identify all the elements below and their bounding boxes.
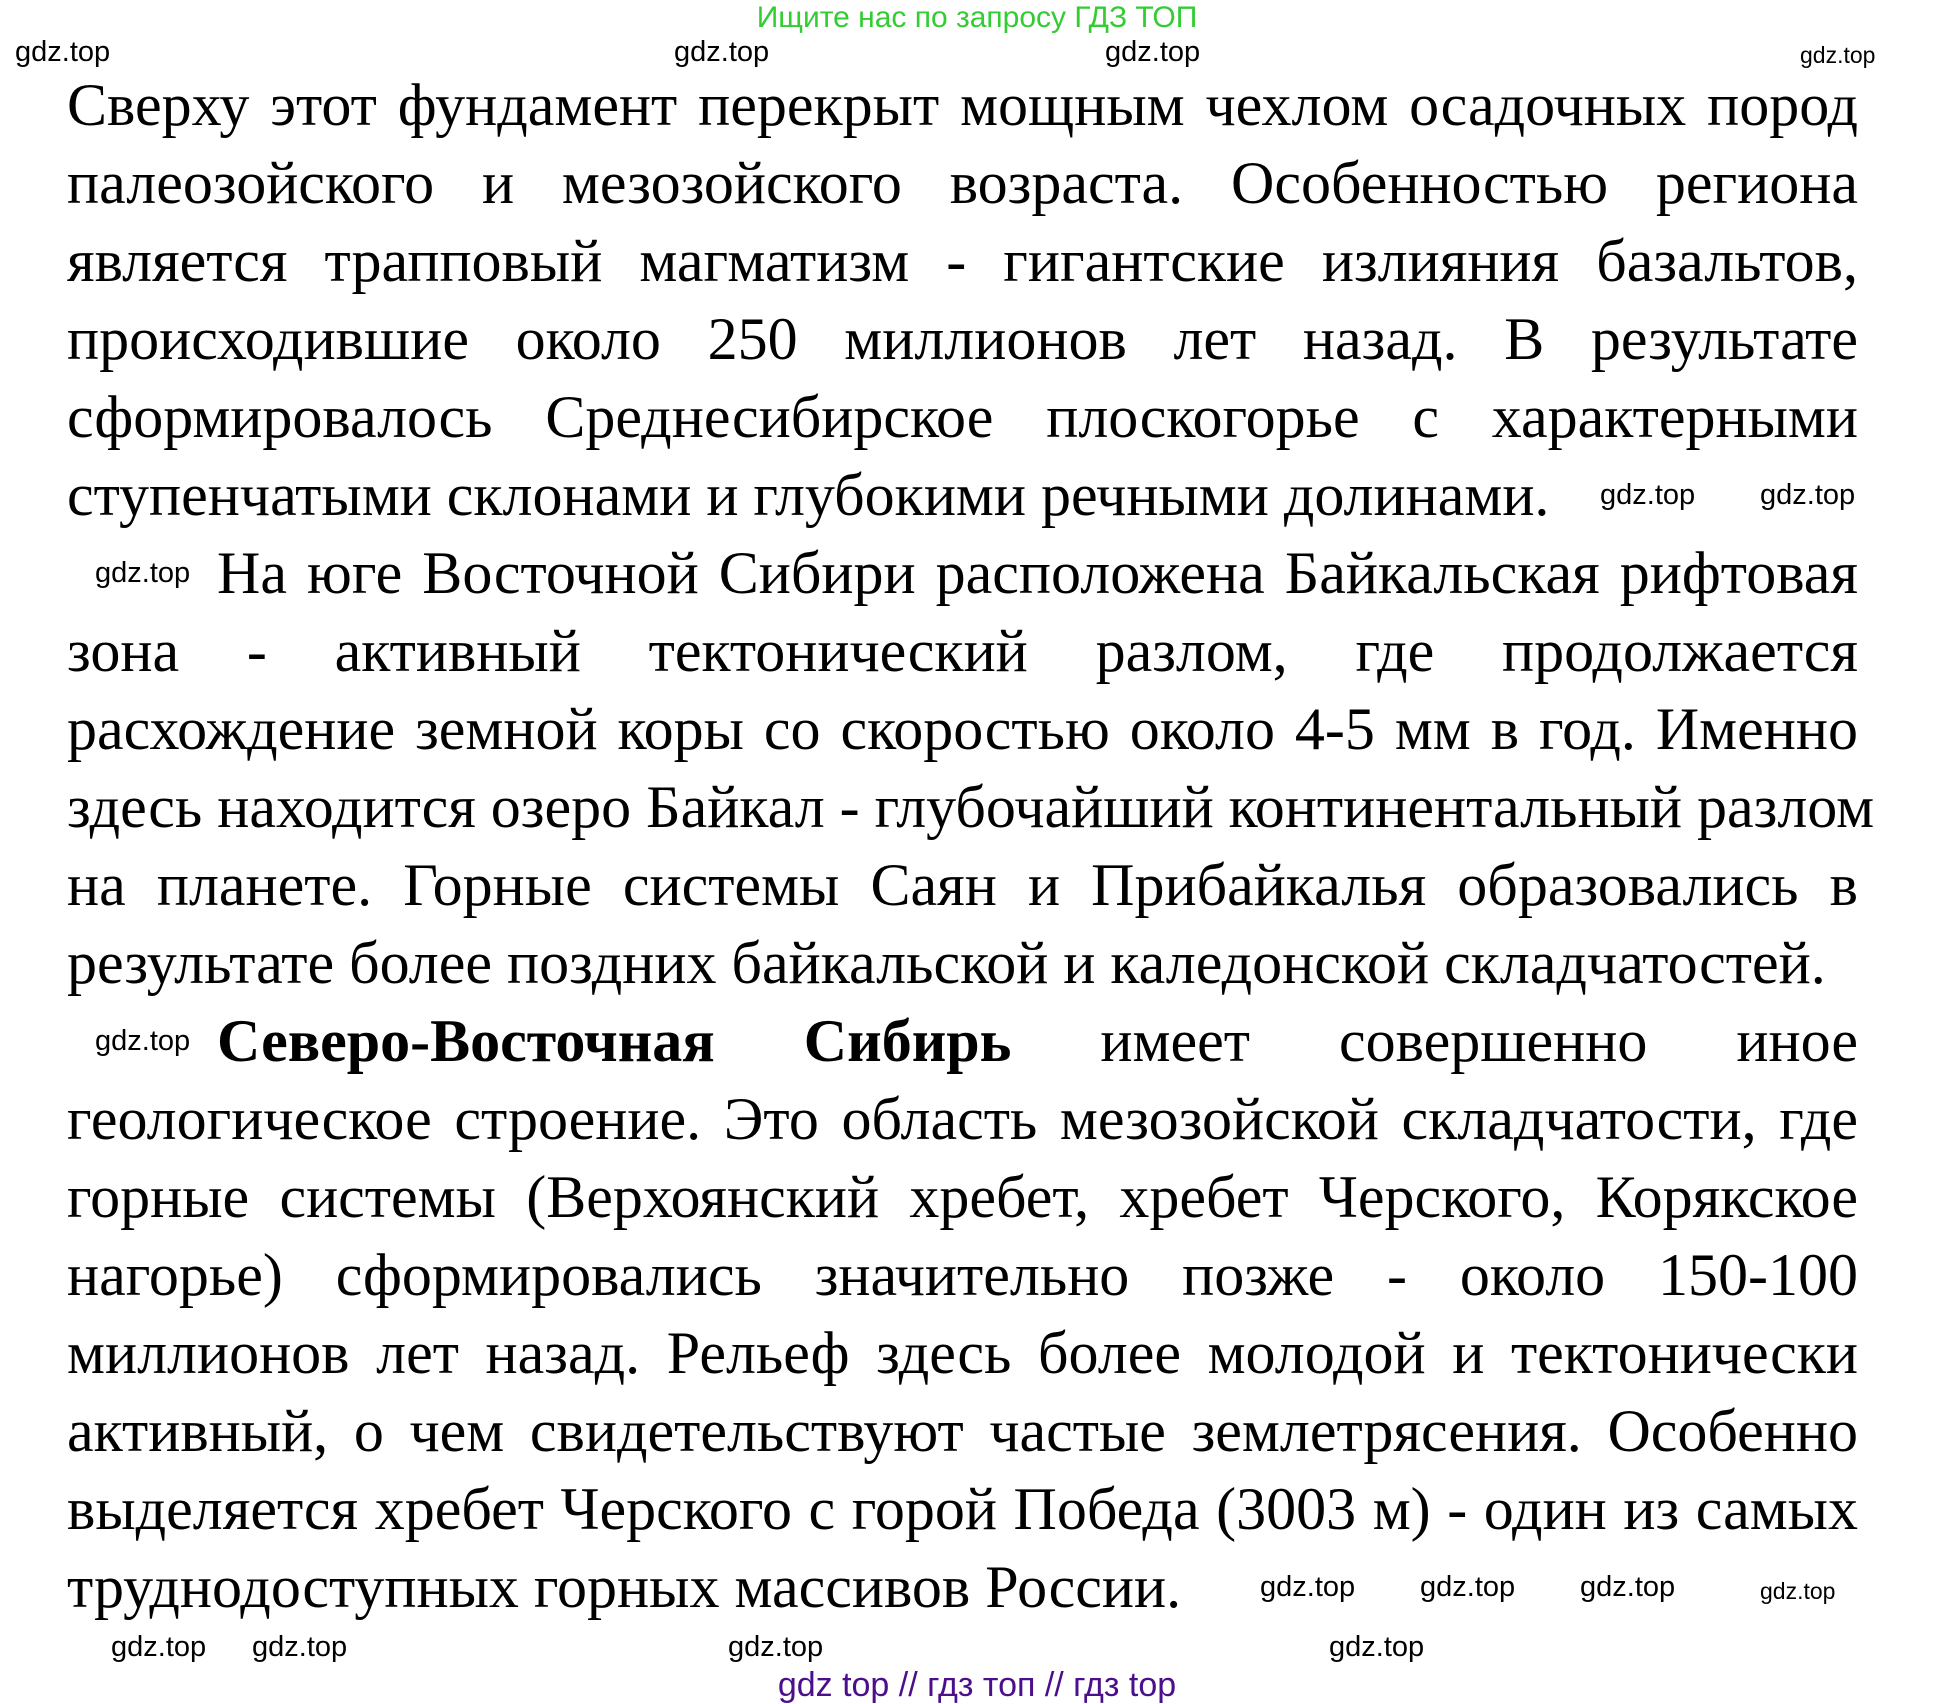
text-line [67, 144, 1858, 222]
line-text: результате более поздних байкальской и каледонской складчатостей. [67, 930, 1826, 996]
line-text: миллионов лет назад. Рельеф здесь более молодой и тектонически [67, 1320, 1858, 1386]
text-line [67, 690, 1858, 768]
watermark: gdz.top [1329, 1631, 1425, 1663]
line-text: геологическое строение. Это область мезозойской складчатости, где [67, 1086, 1858, 1152]
watermark: gdz.top [1580, 1571, 1676, 1603]
line-text: является трапповый магматизм - гигантские излияния базальтов, [67, 228, 1858, 294]
text-line [67, 1314, 1858, 1392]
line-text: на планете. Горные системы Саян и Прибайкалья образовались в [67, 852, 1858, 918]
line-text: ступенчатыми склонами и глубокими речными долинами. [67, 462, 1550, 528]
search-banner: Ищите нас по запросу ГДЗ ТОП [756, 1, 1198, 34]
watermark: gdz.top [1760, 479, 1856, 511]
watermark: gdz.top [674, 36, 770, 68]
watermark: gdz.top [95, 557, 191, 589]
text-line [67, 378, 1858, 456]
text-line [67, 924, 1826, 1002]
text-line [67, 1236, 1858, 1314]
watermark: gdz.top [95, 1025, 191, 1057]
watermark: gdz.top [728, 1631, 824, 1663]
text-line [67, 1080, 1858, 1158]
line-text: нагорье) сформировались значительно позже - около 150-100 [67, 1242, 1858, 1308]
text-line [67, 456, 1549, 534]
text-line [67, 300, 1858, 378]
watermark: gdz.top [1600, 479, 1696, 511]
text-line [67, 1392, 1858, 1470]
line-text: сформировалось Среднесибирское плоскогорье с характерными [67, 384, 1858, 450]
text-line [67, 1470, 1858, 1548]
watermark: gdz.top [1105, 36, 1201, 68]
text-line [67, 1002, 1858, 1080]
line-text: расхождение земной коры со скоростью около 4-5 мм в год. Именно [67, 696, 1858, 762]
document-body [67, 66, 1875, 1626]
line-text: активный, о чем свидетельствуют частые землетрясения. Особенно [67, 1398, 1858, 1464]
line-text: труднодоступных горных массивов России. [67, 1554, 1182, 1620]
text-line [67, 768, 1875, 846]
text-line [67, 534, 1858, 612]
text-line [67, 612, 1858, 690]
line-text: Сверху этот фундамент перекрыт мощным чехлом осадочных пород [67, 72, 1858, 138]
watermark: gdz.top [1800, 42, 1876, 68]
text-line [67, 1158, 1858, 1236]
line-text: выделяется хребет Черского с горой Победа (3003 м) - один из самых [67, 1476, 1858, 1542]
watermark: gdz.top [1420, 1571, 1516, 1603]
text-line [67, 222, 1858, 300]
line-text: здесь находится озеро Байкал - глубочайший континентальный разлом [67, 774, 1875, 840]
line-text: На юге Восточной Сибири расположена Байкальская рифтовая [217, 540, 1858, 606]
line-text: происходившие около 250 миллионов лет назад. В результате [67, 306, 1858, 372]
line-text: зона - активный тектонический разлом, где продолжается [67, 618, 1858, 684]
bold-term: Северо-Восточная Сибирь [217, 1008, 1012, 1074]
watermark: gdz.top [252, 1631, 348, 1663]
watermark: gdz.top [1760, 1578, 1836, 1604]
line-text: горные системы (Верхоянский хребет, хребет Черского, Корякское [67, 1164, 1858, 1230]
text-line [67, 1548, 1181, 1626]
footer-watermark: gdz top // гдз топ // гдз top [777, 1666, 1177, 1704]
text-line [67, 66, 1858, 144]
line-text: палеозойского и мезозойского возраста. Особенностью региона [67, 150, 1858, 216]
text-line [67, 846, 1858, 924]
watermark: gdz.top [15, 36, 111, 68]
watermark: gdz.top [1260, 1571, 1356, 1603]
watermark: gdz.top [111, 1631, 207, 1663]
line-text: имеет совершенно иное [1011, 1008, 1858, 1074]
